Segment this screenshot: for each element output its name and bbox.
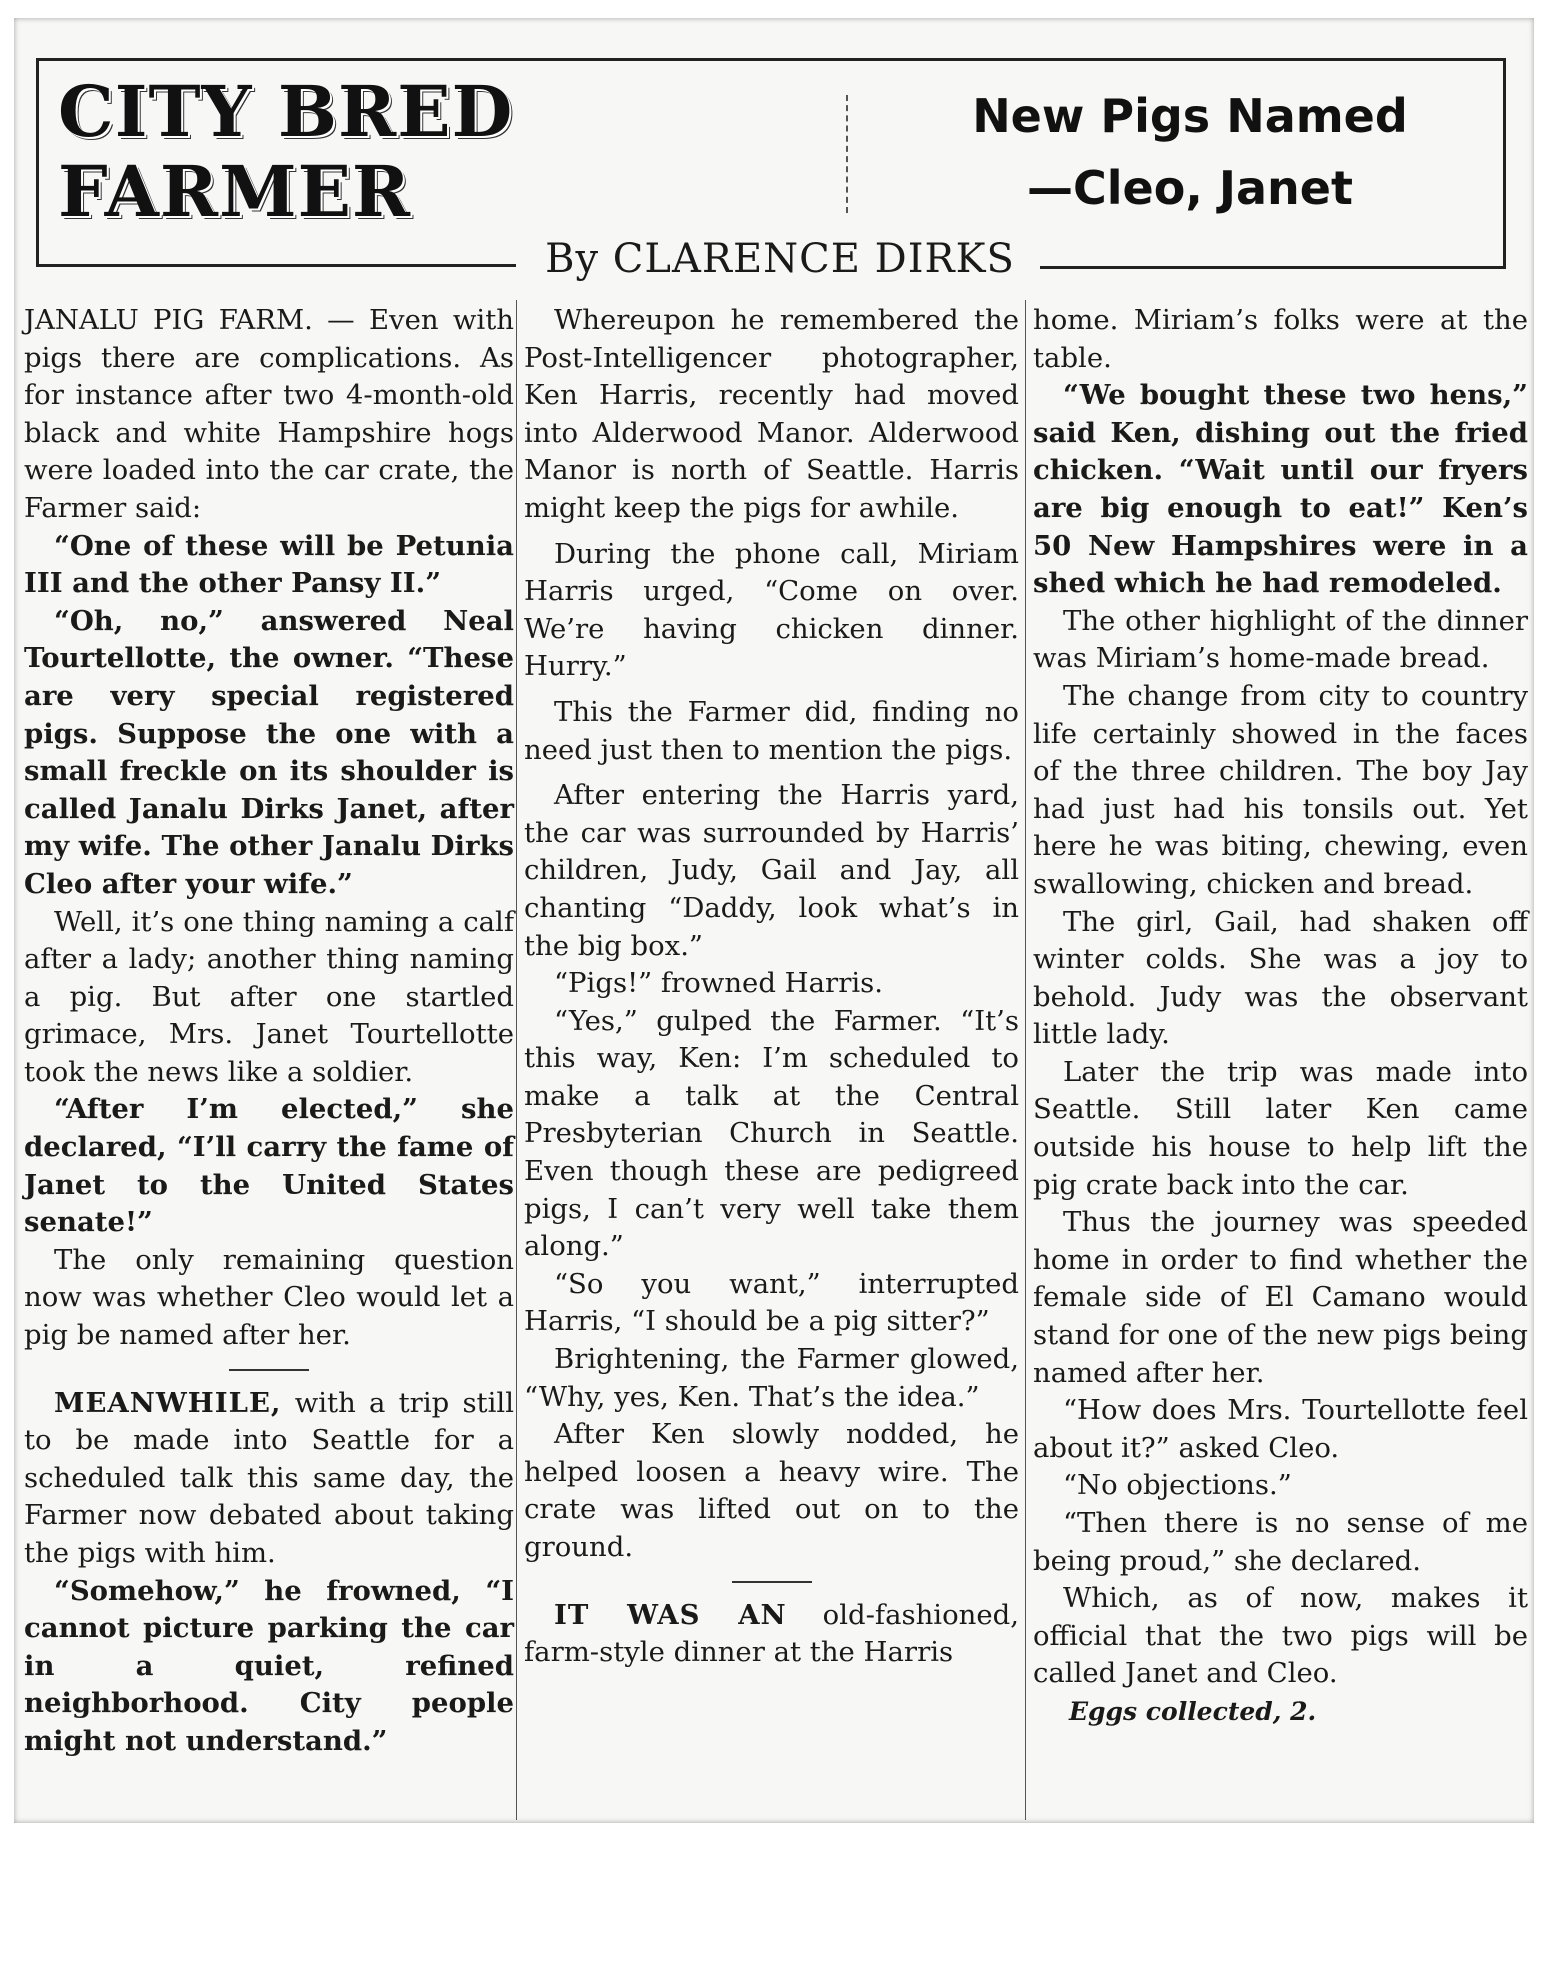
article-paragraph	[1033, 1580, 1528, 1693]
paragraph-text: Later the trip was made into Seattle. Still later Ken came outside his house to help lift the pig crate back into the car.	[1033, 1055, 1528, 1201]
paragraph-text: “Somehow,” he frowned, “I cannot picture parking the car in a quiet, refined neighborhood. City people might not understand.”	[24, 1574, 514, 1757]
column-rule-1	[516, 300, 517, 1820]
paragraph-text: “Oh, no,” answered Neal Tourtellotte, the owner. “These are very special registered pigs. Suppose the one with a small freckle on its shoulder is called Janalu Dirks Janet, after my wife. The other Janalu Dirks Cleo after your wife.”	[24, 604, 514, 900]
article-paragraph	[524, 1003, 1019, 1266]
paragraph-text: “We bought these two hens,” said Ken, dishing out the fried chicken. “Wait until our fryers are big enough to eat!” Ken’s 50 New Hampshires were in a shed which he had remodeled.	[1033, 379, 1528, 600]
article-paragraph	[24, 302, 514, 528]
article-paragraph	[1033, 1505, 1528, 1580]
column-rule-2	[1025, 300, 1026, 1820]
paragraph-text: JANALU PIG FARM. — Even with pigs there are complications. As for instance after two 4-month-old black and white Hampshire hogs were loaded into the car crate, the Farmer said:	[24, 304, 514, 524]
article-paragraph	[1033, 377, 1528, 603]
article-paragraph	[1033, 678, 1528, 904]
article-paragraph	[24, 1573, 514, 1761]
section-separator	[229, 1369, 309, 1371]
article-paragraph	[1033, 302, 1528, 377]
paragraph-text: “How does Mrs. Tourtellotte feel about it?” asked Cleo.	[1033, 1394, 1528, 1464]
article-paragraph	[524, 777, 1019, 965]
paragraph-text: During the phone call, Miriam Harris urged, “Come on over. We’re having chicken dinner. Hurry.”	[524, 537, 1019, 683]
article-paragraph	[1033, 904, 1528, 1054]
paragraph-text: “After I’m elected,” she declared, “I’ll carry the fame of Janet to the United States senate!”	[24, 1093, 514, 1239]
paragraph-text: After entering the Harris yard, the car was surrounded by Harris’ children, Judy, Gail and Jay, all chanting “Daddy, look what’s in the big box.”	[524, 779, 1019, 962]
paragraph-text: “Pigs!” frowned Harris.	[554, 967, 883, 1000]
paragraph-text: The change from city to country life certainly showed in the faces of the three children. The boy Jay had just had his tonsils out. Yet here he was biting, chewing, even swallowing, chicken and bread.	[1033, 679, 1528, 900]
article-paragraph	[24, 603, 514, 904]
byline-rule-left	[36, 264, 516, 267]
article-column-3	[1033, 302, 1528, 1731]
header-divider	[846, 95, 848, 213]
article-paragraph	[524, 1597, 1019, 1672]
paragraph-text: with a trip still to be made into Seattle for a scheduled talk this same day, the Farmer now debated about taking the pigs with him.	[24, 1386, 514, 1569]
article-paragraph	[1033, 603, 1528, 678]
paragraph-text: “Then there is no sense of me being proud,” she declared.	[1033, 1507, 1528, 1577]
section-separator	[732, 1581, 812, 1583]
article-paragraph	[1033, 1693, 1528, 1731]
article-paragraph	[524, 536, 1019, 686]
paragraph-text: Eggs collected, 2.	[1069, 1696, 1317, 1726]
paragraph-text: old-fashioned, farm-style dinner at the Harris	[524, 1598, 1019, 1669]
article-paragraph	[524, 965, 1019, 1003]
article-paragraph	[1033, 1054, 1528, 1204]
paragraph-text: Brightening, the Farmer glowed, “Why, yes, Ken. That’s the idea.”	[524, 1343, 1019, 1413]
paragraph-text: Thus the journey was speeded home in order to find whether the female side of El Camano would stand for one of the new pigs being named after her.	[1033, 1206, 1528, 1389]
paragraph-text: After Ken slowly nodded, he helped loosen a heavy wire. The crate was lifted out on to the ground.	[524, 1418, 1019, 1563]
article-paragraph	[24, 1091, 514, 1241]
article-paragraph	[24, 1385, 514, 1573]
byline-rule-right	[1040, 266, 1506, 269]
article-paragraph	[24, 904, 514, 1092]
article-column-1	[24, 302, 514, 1761]
paragraph-text: The girl, Gail, had shaken off winter colds. She was a joy to behold. Judy was the observant little lady.	[1033, 905, 1528, 1051]
article-paragraph	[1033, 1392, 1528, 1467]
byline: By CLARENCE DIRKS	[545, 236, 1015, 282]
paragraph-text: Which, as of now, makes it official that the two pigs will be called Janet and Cleo.	[1033, 1582, 1528, 1690]
article-paragraph	[524, 694, 1019, 769]
paragraph-text: Whereupon he remembered the Post-Intelligencer photographer, Ken Harris, recently had moved into Alderwood Manor. Alderwood Manor is north of Seattle. Harris might keep the pigs for awhile.	[524, 304, 1019, 524]
paragraph-text: This the Farmer did, finding no need just then to mention the pigs.	[524, 695, 1019, 766]
paragraph-text: “No objections.”	[1063, 1469, 1292, 1502]
article-paragraph	[524, 302, 1019, 528]
paragraph-lead-in: MEANWHILE,	[54, 1386, 282, 1419]
paragraph-text: The other highlight of the dinner was Miriam’s home-made bread.	[1033, 604, 1528, 675]
article-paragraph	[524, 1416, 1019, 1566]
paragraph-text: Well, it’s one thing naming a calf after a lady; another thing naming a pig. But after one startled grimace, Mrs. Janet Tourtellotte took the news like a soldier.	[24, 905, 514, 1088]
paragraph-text: “Yes,” gulped the Farmer. “It’s this way, Ken: I’m scheduled to make a talk at the Central Presbyterian Church in Seattle. Even though these are pedigreed pigs, I can’t very well take them along.”	[524, 1004, 1019, 1263]
article-paragraph	[24, 1242, 514, 1355]
article-paragraph	[24, 528, 514, 603]
headline: New Pigs Named —Cleo, Janet	[972, 89, 1408, 215]
paragraph-lead-in: IT WAS AN	[554, 1598, 787, 1631]
paragraph-text: The only remaining question now was whether Cleo would let a pig be named after her.	[24, 1243, 514, 1352]
article-paragraph	[524, 1266, 1019, 1341]
article-paragraph	[1033, 1467, 1528, 1505]
column-title: CITY BRED FARMER	[58, 70, 514, 233]
article-paragraph	[1033, 1204, 1528, 1392]
paragraph-text: “So you want,” interrupted Harris, “I should be a pig sitter?”	[524, 1267, 1019, 1338]
paragraph-text: “One of these will be Petunia III and the other Pansy II.”	[24, 529, 514, 600]
article-column-2	[524, 302, 1019, 1672]
article-paragraph	[524, 1341, 1019, 1416]
paragraph-text: home. Miriam’s folks were at the table.	[1033, 304, 1528, 374]
